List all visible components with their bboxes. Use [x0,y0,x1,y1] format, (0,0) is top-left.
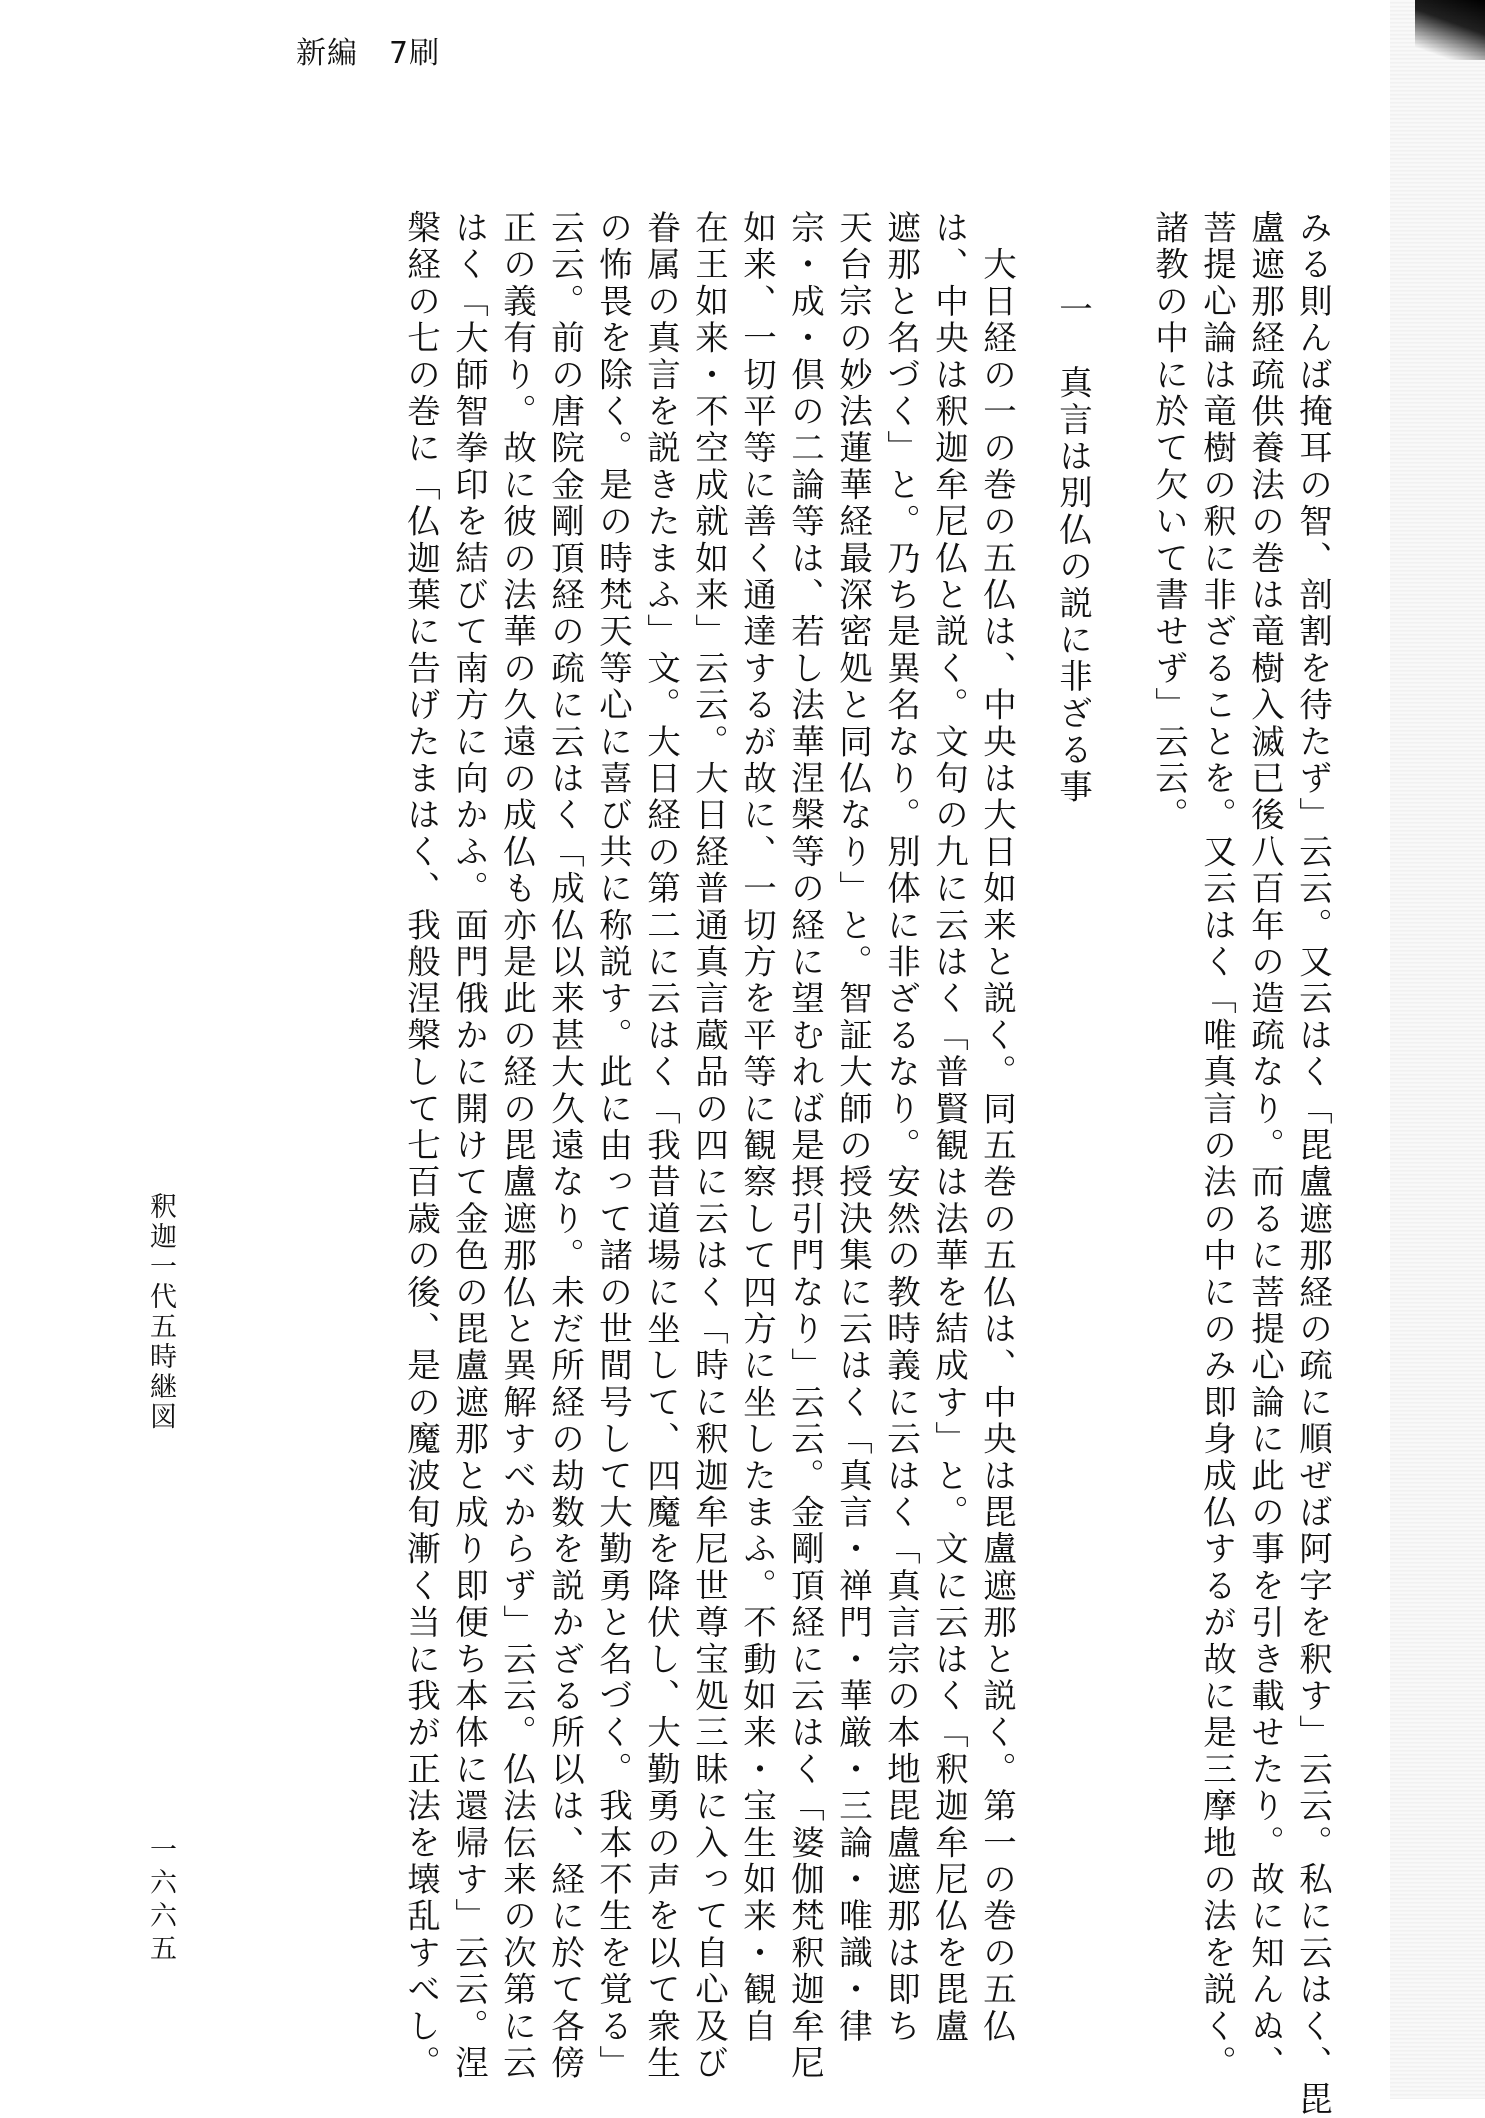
edition-label: 新編 7刷 [296,36,441,71]
text-column: みる則んば掩耳の智、剖割を待たず」云云。又云はく「毘盧遮那経の疏に順ぜば阿字を釈す」云云。私に云はく、毘 [1293,210,1333,2118]
page-number: 一六六五 [145,1835,176,1967]
text-column: 眷属の真言を説きたまふ」文。大日経の第二に云はく「我昔道場に坐して、四魔を降伏し、大勤勇の声を以て衆生 [641,210,681,2082]
running-title: 釈迦一代五時継図 [145,1192,176,1432]
text-column: はく「大師智拳印を結びて南方に向かふ。面門俄かに開けて金色の毘盧遮那と成り即便ち本体に還帰す」云云。涅 [449,210,489,2082]
text-column: 大日経の一の巻の五仏は、中央は大日如来と説く。同五巻の五仏は、中央は毘盧遮那と説く。第一の巻の五仏 [977,210,1017,2045]
text-column: 槃経の七の巻に「仏迦葉に告げたまはく、我般涅槃して七百歳の後、是の魔波旬漸く当に我が正法を壊乱すべし。 [401,210,441,2082]
text-column: 天台宗の妙法蓮華経最深密処と同仏なり」と。智証大師の授決集に云はく「真言・禅門・華厳・三論・唯識・律 [833,210,873,2045]
text-column: 正の義有り。故に彼の法華の久遠の成仏も亦是此の経の毘盧遮那仏と異解すべからず」云云。仏法伝来の次第に云 [497,210,537,2082]
text-column: は、中央は釈迦牟尼仏と説く。文句の九に云はく「普賢観は法華を結成す」と。文に云はく「釈迦牟尼仏を毘盧 [929,210,969,2045]
text-column: 遮那と名づく」と。乃ち是異名なり。別体に非ざるなり。安然の教時義に云はく「真言宗の本地毘盧遮那は即ち [881,210,921,2045]
text-column: 云云。前の唐院金剛頂経の疏に云はく「成仏以来甚大久遠なり。未だ所経の劫数を説かざる所以は、経に於て各傍 [545,210,585,2082]
text-column: 宗・成・倶の二論等は、若し法華涅槃等の経に望むれば是摂引門なり」云云。金剛頂経に云はく「婆伽梵釈迦牟尼 [785,210,825,2082]
page-gutter-shade [1390,0,1485,2099]
section-heading: 一 真言は別仏の説に非ざる事 [1053,255,1093,806]
text-column: 諸教の中に於て欠いて書せず」云云。 [1149,210,1189,834]
text-column: 盧遮那経疏供養法の巻は竜樹入滅已後八百年の造疏なり。而るに菩提心論に此の事を引き載せたり。故に知んぬ、 [1245,210,1285,2082]
text-column: の怖畏を除く。是の時梵天等心に喜び共に称説す。此に由って諸の世間号して大勤勇と名づく。我本不生を覚る」 [593,210,633,2082]
text-column: 菩提心論は竜樹の釈に非ざることを。又云はく「唯真言の法の中にのみ即身成仏するが故に是三摩地の法を説く。 [1197,210,1237,2082]
text-column: 在王如来・不空成就如来」云云。大日経普通真言蔵品の四に云はく「時に釈迦牟尼世尊宝処三昧に入って自心及び [689,210,729,2082]
text-column: 如来、一切平等に善く通達するが故に、一切方を平等に観察して四方に坐したまふ。不動如来・宝生如来・観自 [737,210,777,2045]
